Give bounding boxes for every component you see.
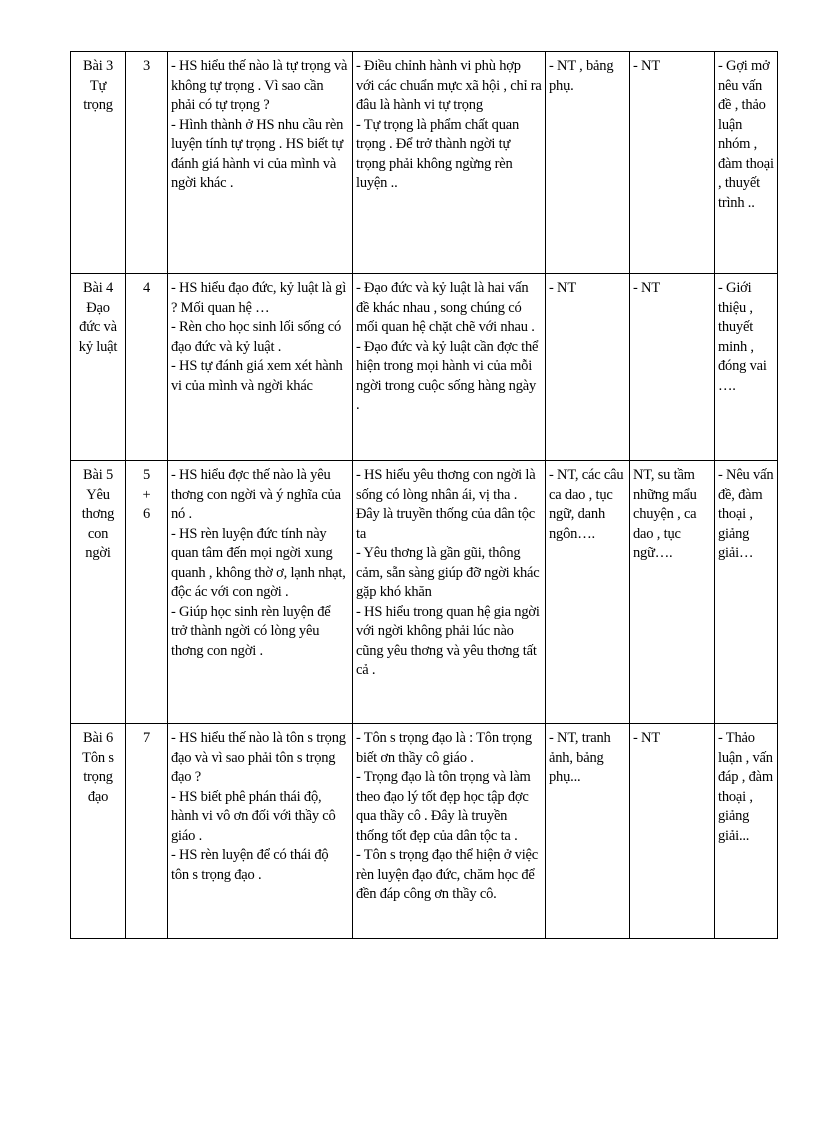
lesson-plan-table	[70, 51, 778, 939]
period-cell: 3	[126, 52, 168, 274]
period-cell: 7	[126, 724, 168, 939]
lesson-title-cell: Bài 3 Tự trọng	[71, 52, 126, 274]
methods-cell: - Giới thiệu , thuyết minh , đóng vai ….	[715, 274, 778, 461]
student-prep-cell: - NT	[630, 52, 715, 274]
student-prep-cell: - NT	[630, 724, 715, 939]
teacher-prep-cell: - NT , bảng phụ.	[546, 52, 630, 274]
content-cell: - HS hiểu yêu thơng con ngời là sống có lòng nhân ái, vị tha . Đây là truyền thống của dân tộc ta - Yêu thơng là gần gũi, thông cảm, sẵn sàng giúp đỡ ngời khác gặp khó khăn - HS hiểu trong quan hệ gia ngời với ngời không phải lúc nào cũng yêu thơng và yêu thơng tất cả .	[353, 461, 546, 724]
methods-cell: - Nêu vấn đề, đàm thoại , giảng giải…	[715, 461, 778, 724]
objectives-cell: - HS hiểu đợc thế nào là yêu thơng con ngời và ý nghĩa của nó . - HS rèn luyện đức tính này quan tâm đến mọi ngời xung quanh , không thờ ơ, lạnh nhạt, độc ác với con ngời . - Giúp học sinh rèn luyện để trở thành ngời có lòng yêu thơng con ngời .	[168, 461, 353, 724]
period-cell: 5 + 6	[126, 461, 168, 724]
student-prep-cell: NT, su tầm những mẩu chuyện , ca dao , tục ngữ….	[630, 461, 715, 724]
objectives-cell: - HS hiểu thế nào là tôn s trọng đạo và vì sao phải tôn s trọng đạo ? - HS biết phê phán thái độ, hành vi vô ơn đối với thầy cô giáo . - HS rèn luyện để có thái độ tôn s trọng đạo .	[168, 724, 353, 939]
objectives-cell: - HS hiểu thế nào là tự trọng và không tự trọng . Vì sao cần phải có tự trọng ? - Hình thành ở HS nhu cầu rèn luyện tính tự trọng . HS biết tự đánh giá hành vi của mình và ngời khác .	[168, 52, 353, 274]
teacher-prep-cell: - NT	[546, 274, 630, 461]
table-row	[71, 461, 778, 724]
methods-cell: - Thảo luận , vấn đáp , đàm thoại , giảng giải...	[715, 724, 778, 939]
teacher-prep-cell: - NT, các câu ca dao , tục ngữ, danh ngôn….	[546, 461, 630, 724]
lesson-title-cell: Bài 5 Yêu thơng con ngời	[71, 461, 126, 724]
table-row	[71, 52, 778, 274]
methods-cell: - Gợi mở nêu vấn đề , thảo luận nhóm , đàm thoại , thuyết trình ..	[715, 52, 778, 274]
content-cell: - Điều chỉnh hành vi phù hợp với các chuẩn mực xã hội , chỉ ra đâu là hành vi tự trọng - Tự trọng là phẩm chất quan trọng . Để trở thành ngời tự trọng phải không ngừng rèn luyện ..	[353, 52, 546, 274]
student-prep-cell: - NT	[630, 274, 715, 461]
period-cell: 4	[126, 274, 168, 461]
lesson-title-cell: Bài 4 Đạo đức và kỷ luật	[71, 274, 126, 461]
table-row	[71, 274, 778, 461]
lesson-title-cell: Bài 6 Tôn s trọng đạo	[71, 724, 126, 939]
content-cell: - Tôn s trọng đạo là : Tôn trọng biết ơn thầy cô giáo . - Trọng đạo là tôn trọng và làm theo đạo lý tốt đẹp học tập đợc qua thầy cô . Đây là truyền thống tốt đẹp của dân tộc ta . - Tôn s trọng đạo thể hiện ở việc rèn luyện đạo đức, chăm học để đền đáp công ơn thầy cô.	[353, 724, 546, 939]
table-row	[71, 724, 778, 939]
objectives-cell: - HS hiểu đạo đức, kỷ luật là gì ? Mối quan hệ … - Rèn cho học sinh lối sống có đạo đức và kỷ luật . - HS tự đánh giá xem xét hành vi của mình và ngời khác	[168, 274, 353, 461]
teacher-prep-cell: - NT, tranh ảnh, bảng phụ...	[546, 724, 630, 939]
content-cell: - Đạo đức và kỷ luật là hai vấn đề khác nhau , song chúng có mối quan hệ chặt chẽ với nhau . - Đạo đức và kỷ luật cần đợc thể hiện trong mọi hành vi của mỗi ngời trong cuộc sống hàng ngày .	[353, 274, 546, 461]
